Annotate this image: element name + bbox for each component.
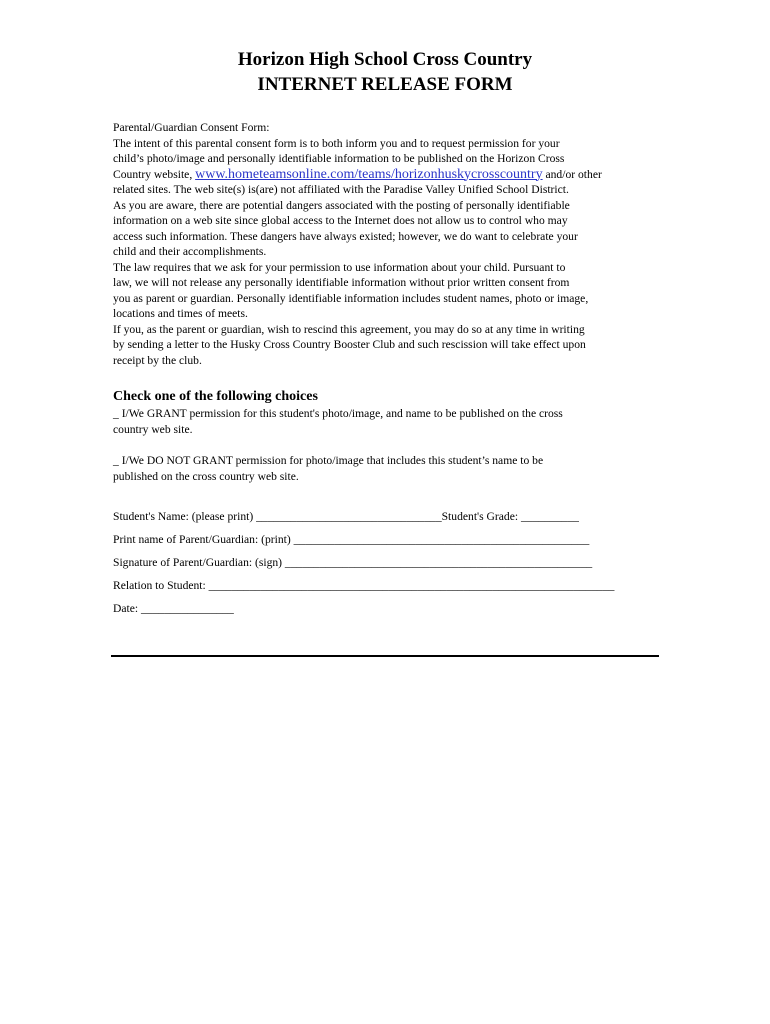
bottom-divider: [111, 655, 659, 657]
grant-permission-choice[interactable]: [113, 406, 563, 437]
consent-line: access such information. These dangers have always existed; however, we do want to celebrate your: [113, 229, 578, 243]
consent-line-prefix: Country website,: [113, 167, 196, 181]
consent-line: child and their accomplishments.: [113, 245, 267, 258]
date-field[interactable]: Date: ________________: [113, 602, 234, 615]
team-website-link[interactable]: www.hometeamsonline.com/teams/horizonhuskycrosscountry: [195, 166, 543, 182]
deny-choice-line: published on the cross country web site.: [113, 469, 299, 483]
consent-line: by sending a letter to the Husky Cross Country Booster Club and such rescission will take effect upon: [113, 338, 586, 351]
consent-line: If you, as the parent or guardian, wish to rescind this agreement, you may do so at any time in writing: [113, 322, 585, 336]
consent-line: law, we will not release any personally identifiable information without prior written consent from: [113, 276, 570, 289]
grant-choice-line: country web site.: [113, 422, 193, 436]
consent-line: As you are aware, there are potential dangers associated with the posting of personally identifiable: [113, 198, 570, 212]
grant-choice-line: _ I/We GRANT permission for this student's photo/image, and name to be published on the cross: [113, 407, 563, 420]
consent-body: [113, 120, 663, 368]
consent-line-suffix: and/or other: [542, 167, 602, 181]
choices-heading: Check one of the following choices: [113, 389, 318, 404]
student-name-and-grade-field[interactable]: Student's Name: (please print) ________________________________Student's Grade: __________: [113, 510, 579, 523]
consent-line: you as parent or guardian. Personally identifiable information includes student names, photo or image,: [113, 291, 589, 305]
consent-label: Parental/Guardian Consent Form:: [113, 121, 270, 134]
parent-signature-field[interactable]: Signature of Parent/Guardian: (sign) _____________________________________________________: [113, 556, 593, 569]
form-subtitle: INTERNET RELEASE FORM: [257, 74, 513, 95]
consent-line: information on a web site since global access to the Internet does not allow us to control who may: [113, 214, 568, 227]
form-title: Horizon High School Cross Country: [237, 49, 533, 70]
consent-line: locations and times of meets.: [113, 307, 248, 320]
parent-name-field[interactable]: Print name of Parent/Guardian: (print) ___________________________________________________: [113, 533, 590, 546]
consent-line: The law requires that we ask for your permission to use information about your child. Pursuant to: [113, 260, 566, 274]
deny-choice-line: _ I/We DO NOT GRANT permission for photo/image that includes this student’s name to be: [113, 454, 544, 467]
deny-permission-choice[interactable]: [113, 453, 543, 484]
consent-line: The intent of this parental consent form is to both inform you and to request permission for your: [113, 136, 560, 150]
consent-line: child’s photo/image and personally identifiable information to be published on the Horizon Cross: [113, 152, 565, 165]
consent-line: related sites. The web site(s) is(are) not affiliated with the Paradise Valley Unified School District.: [113, 183, 569, 196]
consent-line-with-link: [113, 167, 663, 183]
consent-line: receipt by the club.: [113, 353, 202, 367]
relation-to-student-field[interactable]: Relation to Student: ______________________________________________________________________: [113, 579, 615, 592]
